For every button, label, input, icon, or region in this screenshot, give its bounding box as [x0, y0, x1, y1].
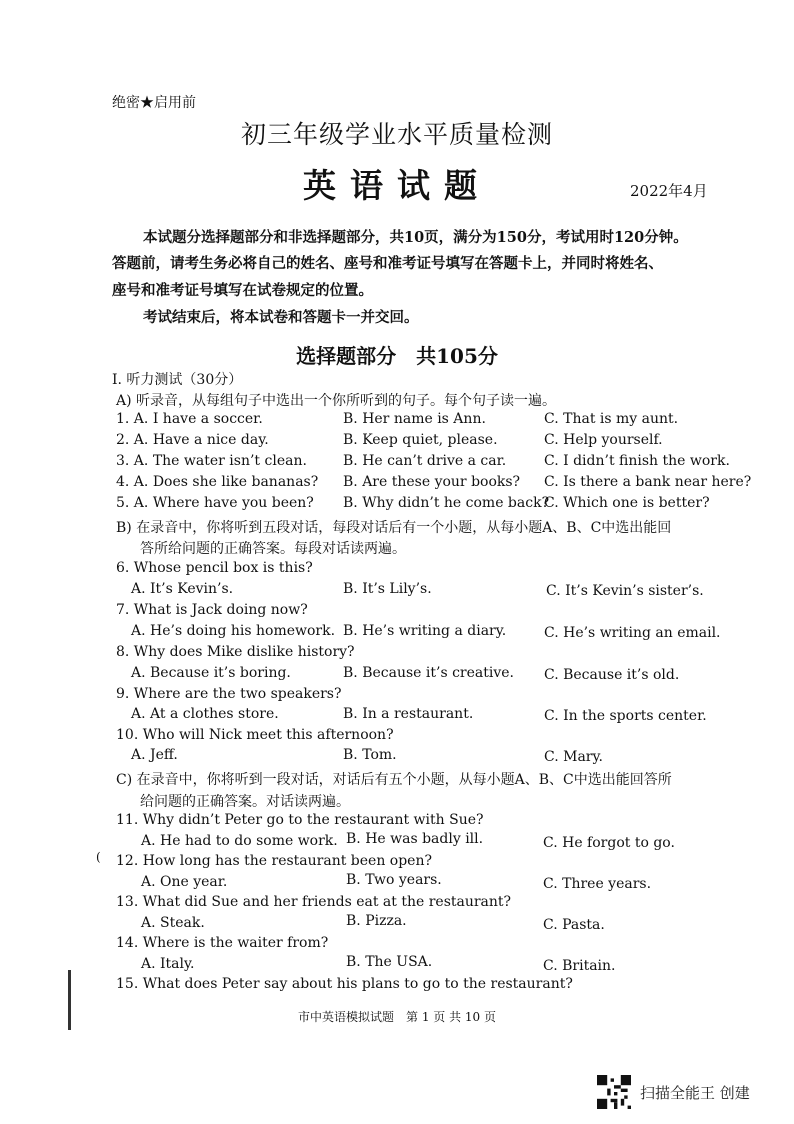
question-7-b: B. He’s writing a diary.: [343, 623, 507, 639]
question-6: 6. Whose pencil box is this?: [116, 560, 313, 576]
question-3-a: 3. A. The water isn’t clean.: [116, 453, 307, 469]
question-14-c: C. Britain.: [543, 958, 616, 974]
question-8-b: B. Because it’s creative.: [343, 665, 514, 681]
part-b-instruction-1: B) 在录音中，你将听到五段对话，每段对话后有一个小题，从每小题A、B、C中选出能回: [116, 520, 672, 536]
question-5-a: 5. A. Where have you been?: [116, 495, 314, 511]
question-14: 14. Where is the waiter from?: [116, 935, 329, 951]
question-14-a: A. Italy.: [141, 956, 195, 972]
question-9-a: A. At a clothes store.: [131, 706, 279, 722]
question-11: 11. Why didn’t Peter go to the restaurant with Sue?: [116, 812, 484, 828]
question-3-c: C. I didn’t finish the work.: [544, 453, 730, 469]
question-12-c: C. Three years.: [543, 876, 652, 892]
question-2-b: B. Keep quiet, please.: [343, 432, 498, 448]
question-10-c: C. Mary.: [544, 749, 603, 765]
question-1-a: 1. A. I have a soccer.: [116, 411, 263, 427]
question-5-b: B. Why didn’t he come back?: [343, 495, 550, 511]
question-4-a: 4. A. Does she like bananas?: [116, 474, 319, 490]
part1-title: I. 听力测试（30分）: [112, 372, 243, 388]
question-11-c: C. He forgot to go.: [543, 835, 675, 851]
question-9-c: C. In the sports center.: [544, 708, 707, 724]
question-6-c: C. It’s Kevin’s sister’s.: [546, 583, 704, 599]
question-3-b: B. He can’t drive a car.: [343, 453, 507, 469]
intro-line-3: 座号和准考证号填写在试卷规定的位置。: [112, 282, 373, 299]
question-13-c: C. Pasta.: [543, 917, 605, 933]
question-12-a: A. One year.: [141, 874, 228, 890]
question-13-a: A. Steak.: [141, 915, 205, 931]
question-9-b: B. In a restaurant.: [343, 706, 474, 722]
part-b-instruction-2: 答所给问题的正确答案。每段对话读两遍。: [140, 541, 406, 557]
scan-tick-mark: (: [96, 850, 101, 864]
question-5-c: C. Which one is better?: [544, 495, 710, 511]
question-12: 12. How long has the restaurant been open?: [116, 853, 432, 869]
scanner-watermark: 扫描全能王 创建: [640, 1084, 750, 1102]
question-8: 8. Why does Mike dislike history?: [116, 644, 355, 660]
part-c-instruction-2: 给问题的正确答案。对话读两遍。: [140, 794, 350, 810]
question-7-c: C. He’s writing an email.: [544, 625, 721, 641]
exam-title-line2: 英语试题: [303, 166, 491, 205]
question-12-b: B. Two years.: [346, 872, 442, 888]
intro-line-2: 答题前，请考生务必将自己的姓名、座号和准考证号填写在答题卡上，并同时将姓名、: [112, 255, 663, 272]
question-1-c: C. That is my aunt.: [544, 411, 679, 427]
question-8-c: C. Because it’s old.: [544, 667, 680, 683]
question-9: 9. Where are the two speakers?: [116, 686, 342, 702]
question-13-b: B. Pizza.: [346, 913, 407, 929]
part-c-instruction-1: C) 在录音中，你将听到一段对话，对话后有五个小题，从每小题A、B、C中选出能回答所: [116, 772, 672, 788]
intro-line-1: 本试题分选择题部分和非选择题部分，共10页，满分为150分，考试用时120分钟。: [143, 229, 688, 246]
question-1-b: B. Her name is Ann.: [343, 411, 486, 427]
question-6-b: B. It’s Lily’s.: [343, 581, 432, 597]
section-title: 选择题部分 共105分: [296, 344, 498, 368]
question-11-b: B. He was badly ill.: [346, 831, 484, 847]
part-a-instruction: A) 听录音，从每组句子中选出一个你所听到的句子。每个句子读一遍。: [116, 393, 557, 409]
question-7-a: A. He’s doing his homework.: [131, 623, 336, 639]
question-8-a: A. Because it’s boring.: [131, 665, 291, 681]
secret-label: 绝密★启用前: [112, 95, 196, 111]
question-4-b: B. Are these your books?: [343, 474, 521, 490]
question-10-b: B. Tom.: [343, 747, 397, 763]
question-10-a: A. Jeff.: [131, 747, 178, 763]
scan-margin-mark: [68, 970, 71, 1030]
question-14-b: B. The USA.: [346, 954, 433, 970]
question-4-c: C. Is there a bank near here?: [544, 474, 752, 490]
intro-line-4: 考试结束后，将本试卷和答题卡一并交回。: [143, 309, 419, 326]
question-6-a: A. It’s Kevin’s.: [131, 581, 234, 597]
page-footer: 市中英语模拟试题 第 1 页 共 10 页: [298, 1010, 496, 1024]
question-2-a: 2. A. Have a nice day.: [116, 432, 269, 448]
question-10: 10. Who will Nick meet this afternoon?: [116, 727, 394, 743]
question-13: 13. What did Sue and her friends eat at the restaurant?: [116, 894, 512, 910]
question-2-c: C. Help yourself.: [544, 432, 663, 448]
question-11-a: A. He had to do some work.: [141, 833, 338, 849]
exam-date: 2022年4月: [630, 182, 708, 200]
qr-code-icon: [597, 1075, 631, 1109]
exam-title-line1: 初三年级学业水平质量检测: [240, 120, 553, 149]
question-7: 7. What is Jack doing now?: [116, 602, 308, 618]
question-15: 15. What does Peter say about his plans to go to the restaurant?: [116, 976, 573, 992]
